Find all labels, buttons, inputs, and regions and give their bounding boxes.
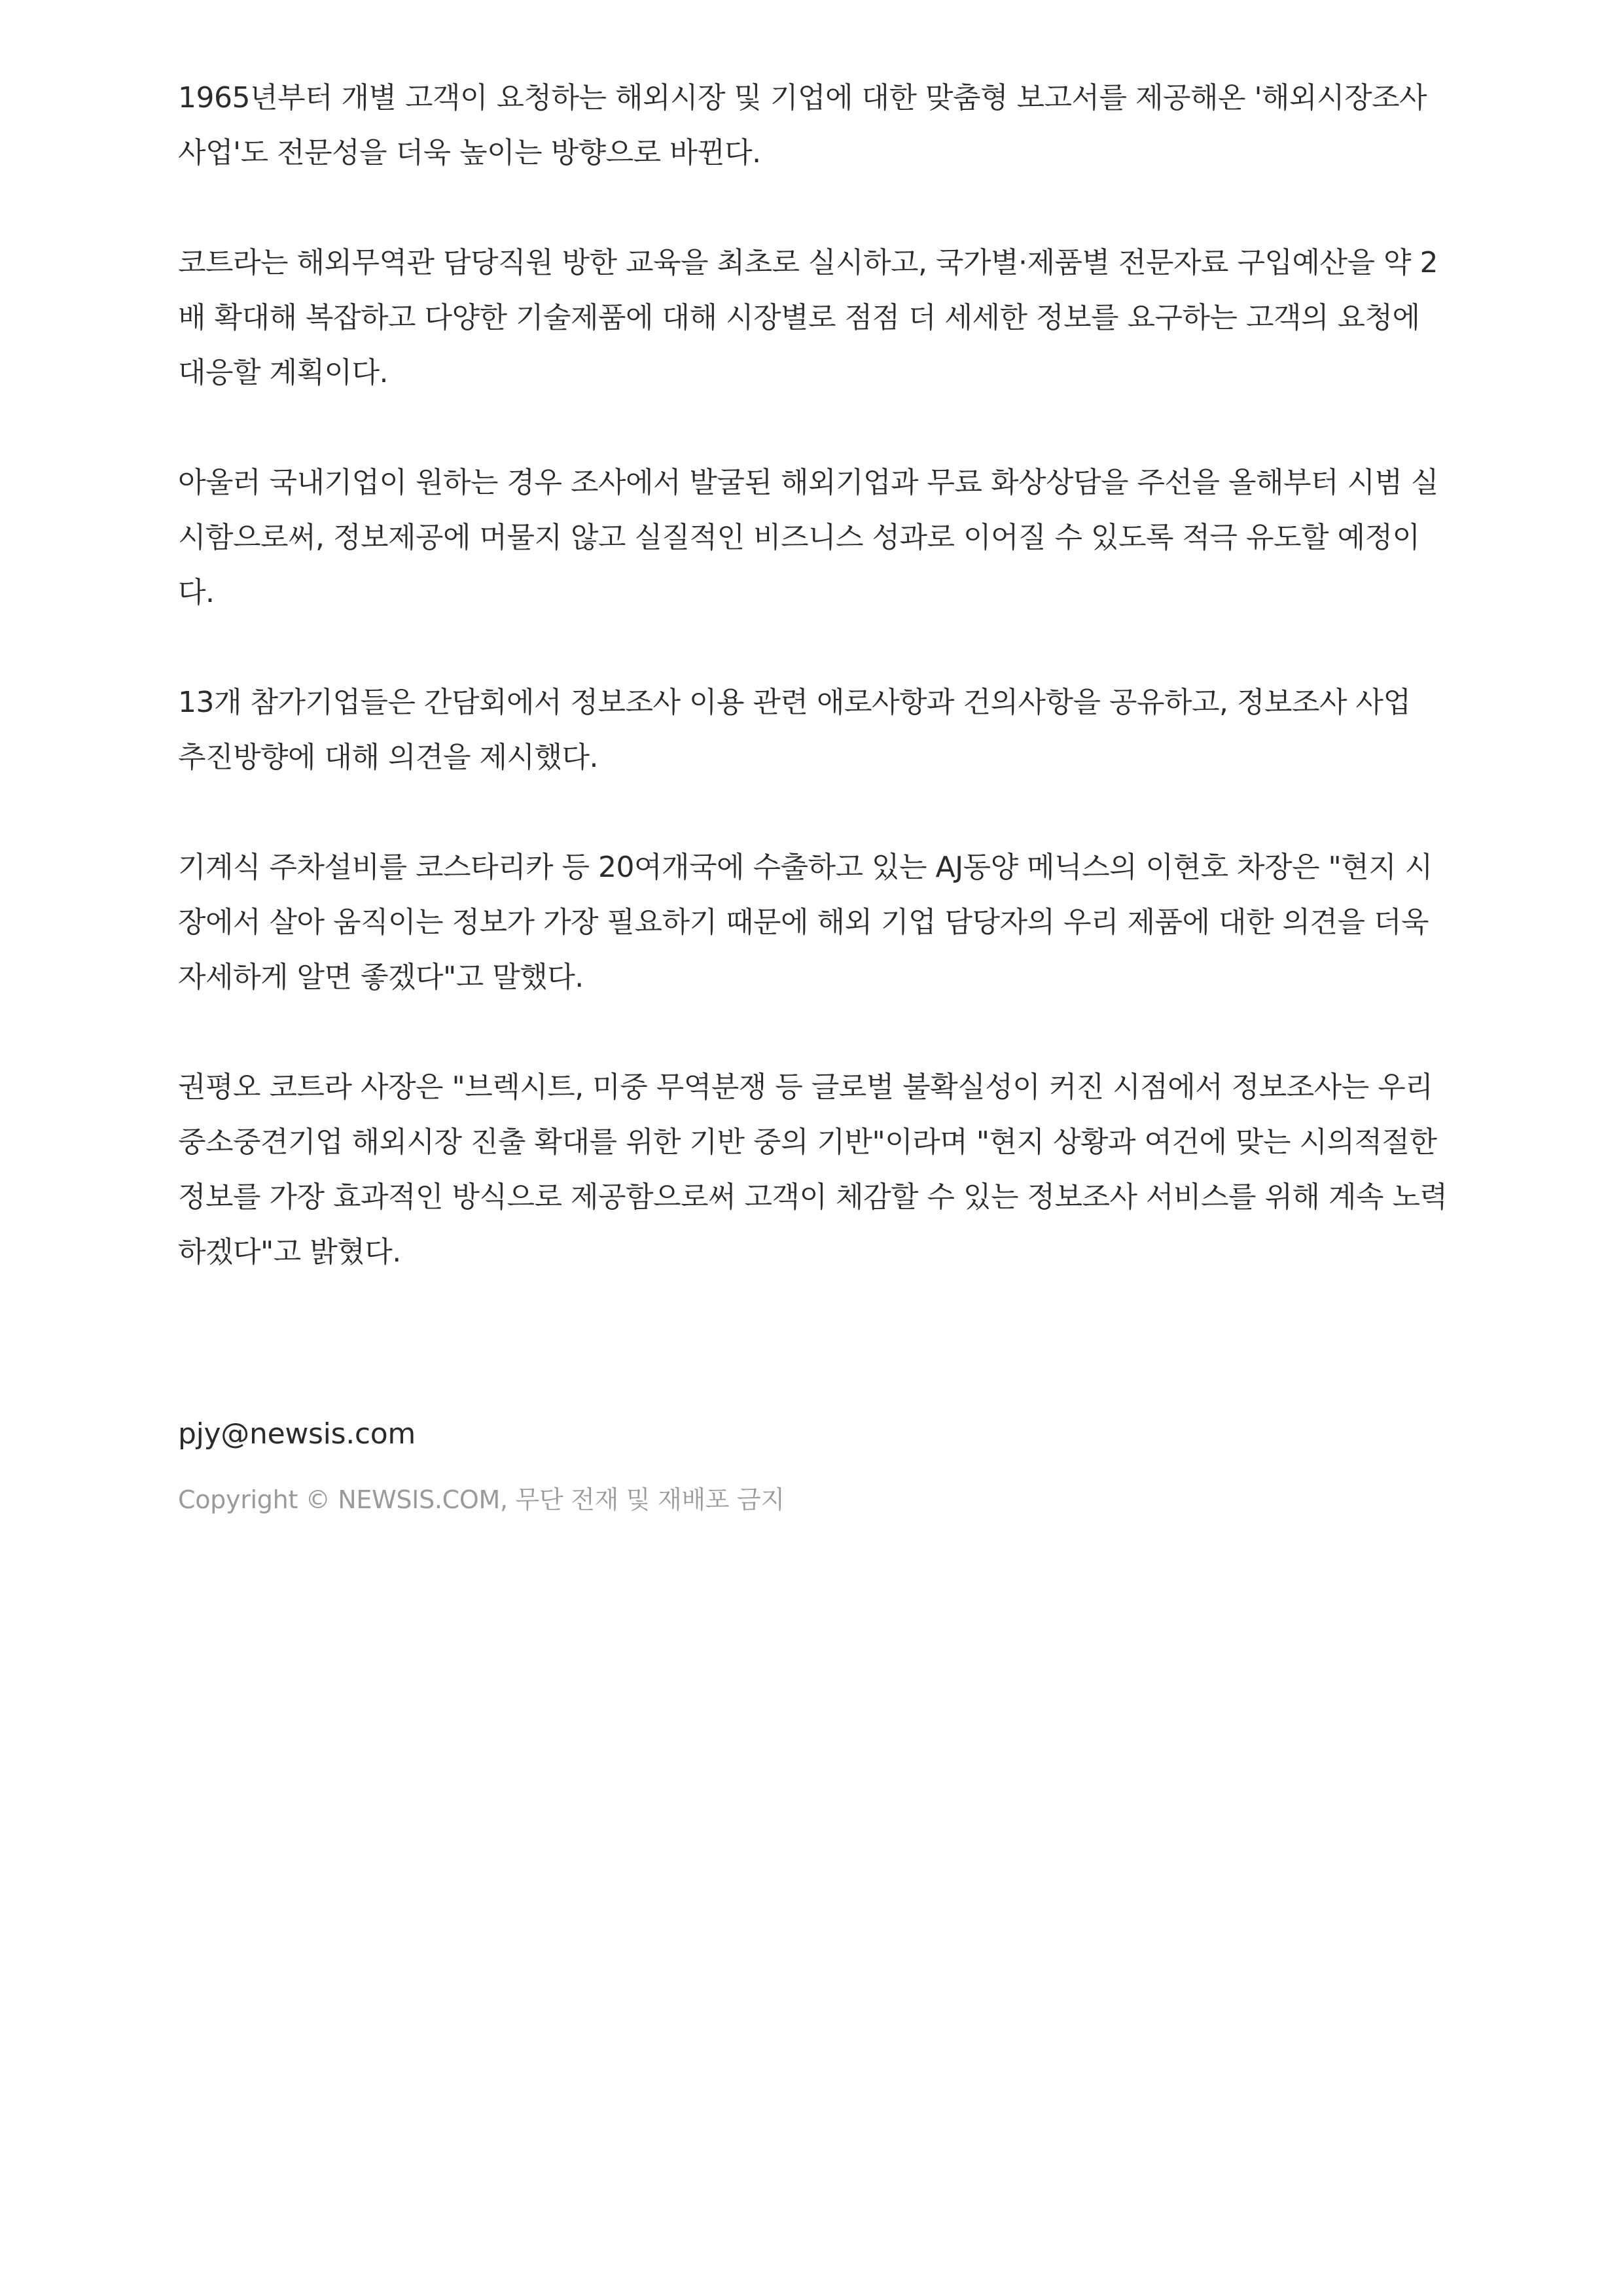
paragraph <box>178 840 1461 1005</box>
text-line: 하겠다"고 밝혔다. <box>178 1235 401 1269</box>
text-line: 기계식 주차설비를 코스타리카 등 20여개국에 수출하고 있는 AJ동양 메닉스의 이현호 차장은 "현지 시 <box>178 851 1433 884</box>
copyright-notice: Copyright © NEWSIS.COM, 무단 전재 및 재배포 금지 <box>178 1485 785 1514</box>
article-footer <box>178 1407 785 1519</box>
text-line: 사업'도 전문성을 더욱 높이는 방향으로 바뀐다. <box>178 136 761 169</box>
text-line: 추진방향에 대해 의견을 제시했다. <box>178 741 598 774</box>
article-body <box>178 71 1461 1335</box>
text-line: 1965년부터 개별 고객이 요청하는 해외시장 및 기업에 대한 맞춤형 보고서를 제공해온 '해외시장조사 <box>178 81 1427 115</box>
paragraph <box>178 71 1461 181</box>
paragraph <box>178 236 1461 400</box>
text-line: 정보를 가장 효과적인 방식으로 제공함으로써 고객이 체감할 수 있는 정보조사 서비스를 위해 계속 노력 <box>178 1180 1448 1214</box>
reporter-email: pjy@newsis.com <box>178 1417 416 1451</box>
text-line: 다. <box>178 576 215 609</box>
paragraph <box>178 455 1461 620</box>
text-line: 중소중견기업 해외시장 진출 확대를 위한 기반 중의 기반"이라며 "현지 상황과 여건에 맞는 시의적절한 <box>178 1125 1437 1159</box>
text-line: 코트라는 해외무역관 담당직원 방한 교육을 최초로 실시하고, 국가별·제품별 전문자료 구입예산을 약 2 <box>178 246 1438 279</box>
paragraph <box>178 1060 1461 1280</box>
text-line: 아울러 국내기업이 원하는 경우 조사에서 발굴된 해외기업과 무료 화상상담을 주선을 올해부터 시범 실 <box>178 466 1438 499</box>
text-line: 시함으로써, 정보제공에 머물지 않고 실질적인 비즈니스 성과로 이어질 수 있도록 적극 유도할 예정이 <box>178 521 1420 554</box>
text-line: 배 확대해 복잡하고 다양한 기술제품에 대해 시장별로 점점 더 세세한 정보를 요구하는 고객의 요청에 <box>178 301 1420 334</box>
paragraph <box>178 675 1461 785</box>
text-line: 장에서 살아 움직이는 정보가 가장 필요하기 때문에 해외 기업 담당자의 우리 제품에 대한 의견을 더욱 <box>178 906 1429 939</box>
text-line: 대응할 계획이다. <box>178 356 388 389</box>
text-line: 13개 참가기업들은 간담회에서 정보조사 이용 관련 애로사항과 건의사항을 공유하고, 정보조사 사업 <box>178 686 1411 719</box>
text-line: 권평오 코트라 사장은 "브렉시트, 미중 무역분쟁 등 글로벌 불확실성이 커진 시점에서 정보조사는 우리 <box>178 1070 1433 1104</box>
text-line: 자세하게 알면 좋겠다"고 말했다. <box>178 961 584 994</box>
